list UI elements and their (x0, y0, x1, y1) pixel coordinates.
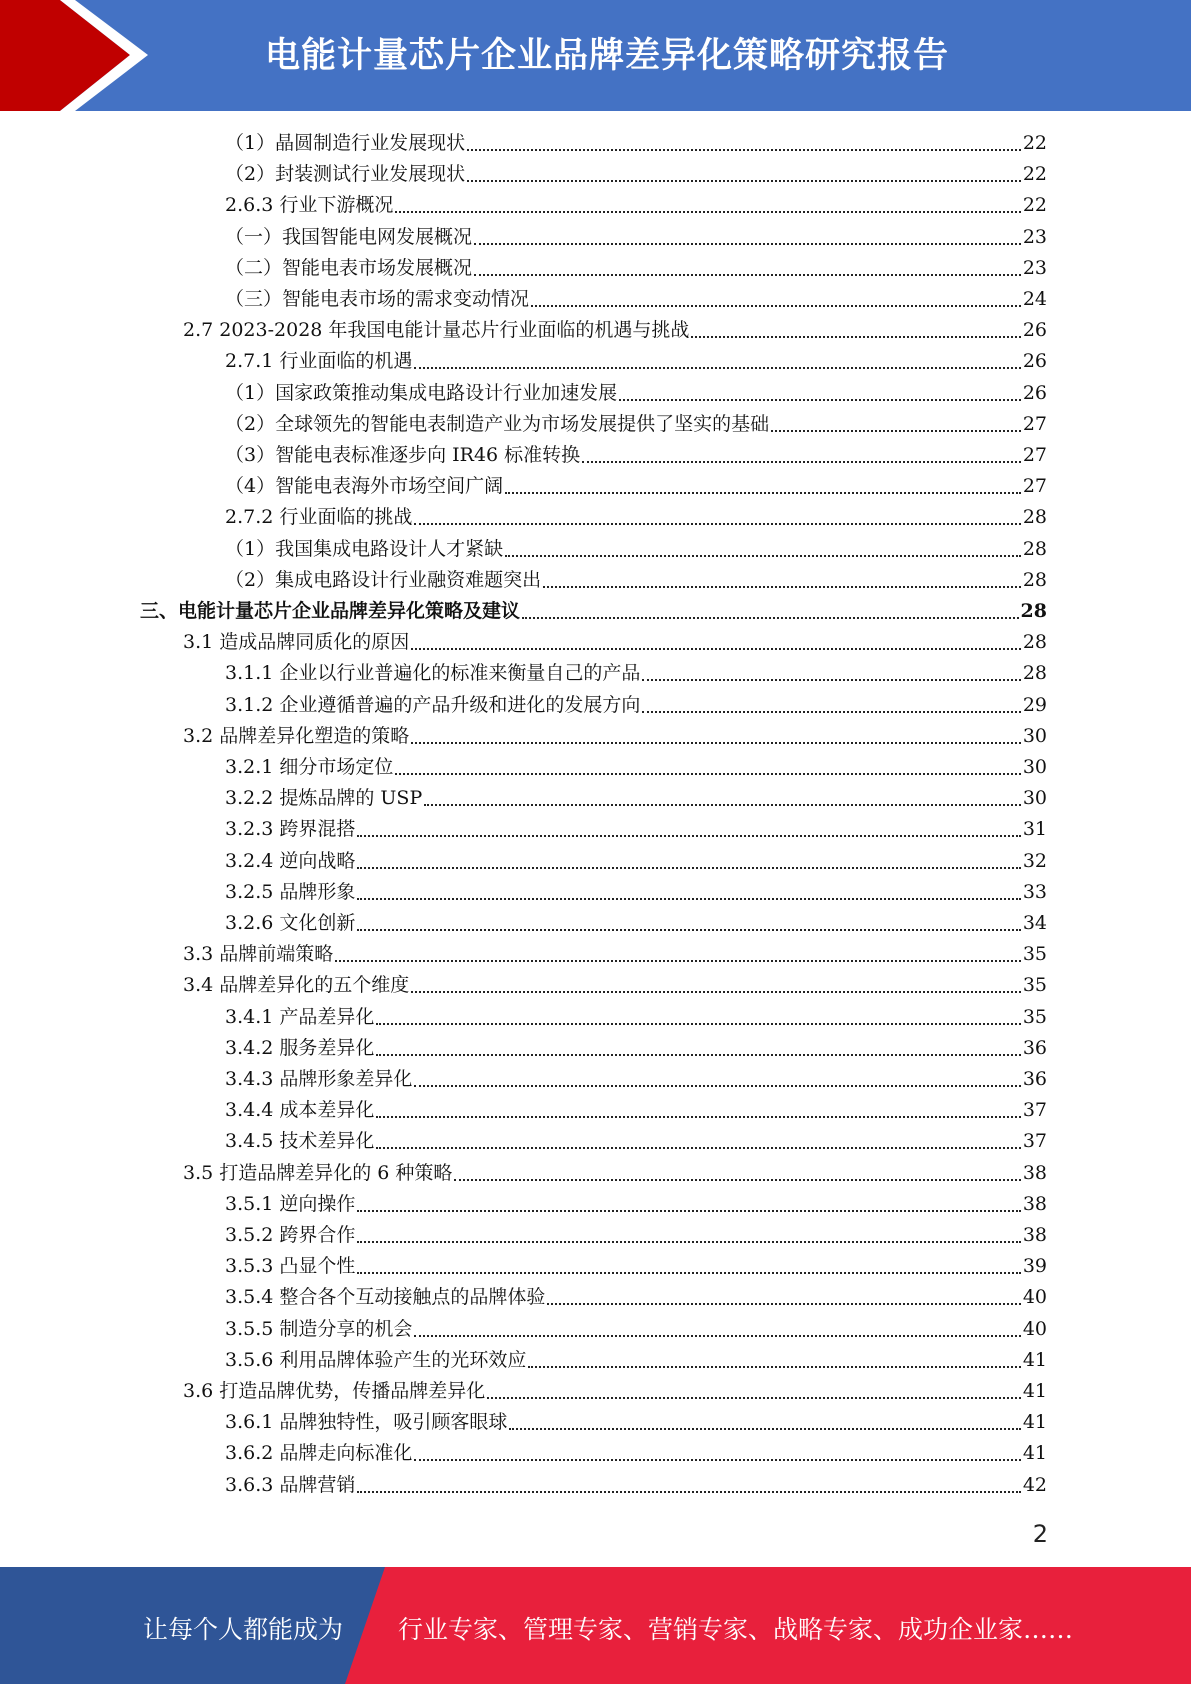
toc-dot-leader (335, 959, 1021, 962)
toc-dot-leader (474, 273, 1021, 276)
toc-entry-page: 28 (1022, 537, 1047, 560)
toc-entry-title: 3.2.1 细分市场定位 (225, 756, 394, 778)
toc-entry[interactable] (183, 721, 1047, 752)
toc-entry-title: 3.5.6 利用品牌体验产生的光环效应 (225, 1348, 527, 1371)
toc-dot-leader (414, 1334, 1020, 1337)
toc-entry[interactable] (225, 1033, 1047, 1064)
toc-entry-page: 38 (1022, 1161, 1047, 1184)
toc-dot-leader (357, 834, 1020, 837)
toc-entry-page: 22 (1022, 132, 1047, 154)
report-title: 电能计量芯片企业品牌差异化策略研究报告 (265, 36, 950, 76)
toc-entry-page: 27 (1022, 412, 1047, 435)
toc-entry-page: 41 (1022, 1411, 1047, 1434)
toc-dot-leader (395, 772, 1020, 775)
toc-entry[interactable] (225, 190, 1047, 221)
toc-entry-page: 41 (1022, 1442, 1047, 1465)
toc-entry-title: 3.4.3 品牌形象差异化 (225, 1068, 413, 1090)
toc-entry-page: 41 (1022, 1348, 1047, 1371)
toc-entry-page: 33 (1022, 880, 1047, 903)
toc-dot-leader (505, 554, 1021, 557)
toc-entry[interactable] (183, 970, 1047, 1001)
toc-entry-title: 3.4.5 技术差异化 (225, 1130, 375, 1153)
toc-entry-page: 26 (1022, 381, 1047, 404)
toc-dot-leader (357, 866, 1020, 869)
toc-dot-leader (522, 616, 1019, 619)
toc-entry[interactable] (225, 814, 1047, 845)
toc-entry-page: 28 (1022, 662, 1047, 685)
toc-entry-page: 32 (1022, 849, 1047, 872)
toc-entry-title: 3.2.6 文化创新 (225, 912, 356, 934)
toc-entry-title: 3.6.1 品牌独特性，吸引顾客眼球 (225, 1411, 508, 1434)
toc-entry-page: 37 (1022, 1099, 1047, 1122)
toc-dot-leader (376, 1053, 1020, 1056)
toc-dot-leader (505, 491, 1021, 494)
toc-entry-title: （一）我国智能电网发展概况 (225, 225, 473, 248)
toc-dot-leader (619, 398, 1021, 401)
toc-entry[interactable] (225, 1126, 1047, 1157)
page-footer (0, 1567, 1191, 1684)
toc-dot-leader (467, 148, 1021, 151)
toc-dot-leader (414, 522, 1020, 525)
toc-dot-leader (547, 1302, 1020, 1305)
toc-entry-page: 36 (1022, 1036, 1047, 1059)
toc-entry-page: 27 (1022, 444, 1047, 466)
toc-entry-page: 24 (1022, 288, 1047, 310)
toc-entry[interactable] (225, 284, 1047, 315)
toc-entry-page: 35 (1022, 1005, 1047, 1028)
toc-entry-page: 40 (1022, 1286, 1047, 1309)
toc-entry-page: 30 (1022, 724, 1047, 747)
toc-entry[interactable] (225, 1407, 1047, 1438)
toc-entry-title: 3.1 造成品牌同质化的原因 (183, 631, 410, 654)
toc-entry-title: 三、电能计量芯片企业品牌差异化策略及建议 (140, 600, 521, 622)
toc-entry-page: 34 (1022, 912, 1047, 934)
toc-entry[interactable] (225, 908, 1047, 939)
page-number: 2 (1032, 1520, 1048, 1548)
toc-dot-leader (474, 242, 1021, 245)
toc-entry[interactable] (225, 846, 1047, 877)
toc-entry[interactable] (225, 378, 1047, 409)
toc-entry-page: 26 (1022, 319, 1047, 342)
toc-entry-page: 36 (1022, 1068, 1047, 1090)
toc-entry-page: 38 (1022, 1224, 1047, 1246)
toc-entry-page: 28 (1020, 600, 1047, 622)
toc-entry-title: 3.2 品牌差异化塑造的策略 (183, 724, 410, 747)
toc-entry-page: 42 (1022, 1473, 1047, 1496)
toc-entry-page: 30 (1022, 756, 1047, 778)
toc-dot-leader (771, 429, 1021, 432)
toc-entry[interactable] (183, 1158, 1047, 1189)
toc-entry-page: 26 (1022, 350, 1047, 373)
toc-dot-leader (414, 366, 1020, 369)
toc-entry[interactable] (225, 1438, 1047, 1469)
toc-entry-title: （1）晶圆制造行业发展现状 (225, 132, 466, 154)
toc-entry-title: 3.6 打造品牌优势，传播品牌差异化 (183, 1380, 486, 1402)
toc-dot-leader (357, 897, 1020, 900)
toc-entry[interactable] (225, 752, 1047, 783)
toc-entry-page: 35 (1022, 943, 1047, 966)
toc-entry-title: 3.2.3 跨界混搭 (225, 818, 356, 841)
toc-entry-page: 27 (1022, 475, 1047, 498)
toc-entry[interactable] (225, 1220, 1047, 1251)
toc-entry[interactable] (225, 690, 1047, 721)
toc-entry-title: （1）国家政策推动集成电路设计行业加速发展 (225, 381, 618, 404)
toc-entry[interactable] (225, 1470, 1047, 1501)
footer-slogan-left: 让每个人都能成为 (143, 1615, 344, 1644)
toc-dot-leader (414, 1458, 1020, 1461)
toc-entry-page: 23 (1022, 256, 1047, 279)
toc-entry-page: 35 (1022, 974, 1047, 997)
toc-entry[interactable] (225, 440, 1047, 471)
toc-entry-title: 3.4 品牌差异化的五个维度 (183, 974, 410, 997)
toc-dot-leader (467, 179, 1021, 182)
toc-entry-page: 22 (1022, 163, 1047, 186)
toc-entry[interactable] (225, 159, 1047, 190)
toc-entry[interactable] (225, 1345, 1047, 1376)
toc-entry-title: 3.5 打造品牌差异化的 6 种策略 (183, 1161, 453, 1184)
toc-entry-title: 3.4.1 产品差异化 (225, 1005, 375, 1028)
toc-entry-title: 3.3 品牌前端策略 (183, 943, 334, 966)
toc-entry[interactable] (225, 1095, 1047, 1126)
toc-entry[interactable] (225, 409, 1047, 440)
toc-entry-title: 3.1.2 企业遵循普遍的产品升级和进化的发展方向 (225, 693, 641, 716)
toc-entry-title: 3.5.4 整合各个互动接触点的品牌体验 (225, 1286, 546, 1309)
toc-entry-title: （1）我国集成电路设计人才紧缺 (225, 537, 504, 560)
toc-entry-page: 40 (1022, 1317, 1047, 1340)
toc-dot-leader (357, 1240, 1020, 1243)
toc-entry[interactable] (225, 128, 1047, 159)
toc-entry-title: （三）智能电表市场的需求变动情况 (225, 288, 530, 310)
toc-entry-title: （2）封装测试行业发展现状 (225, 163, 466, 186)
toc-entry[interactable] (225, 658, 1047, 689)
toc-entry-page: 41 (1022, 1380, 1047, 1402)
toc-entry-title: 3.5.2 跨界合作 (225, 1224, 356, 1246)
toc-entry[interactable] (225, 783, 1047, 814)
toc-entry[interactable] (225, 534, 1047, 565)
toc-entry-page: 28 (1022, 631, 1047, 654)
toc-dot-leader (376, 1022, 1020, 1025)
toc-dot-leader (411, 990, 1021, 993)
toc-entry[interactable] (225, 253, 1047, 284)
toc-dot-leader (642, 678, 1020, 681)
toc-entry-title: 3.2.2 提炼品牌的 USP (225, 787, 423, 810)
toc-dot-leader (509, 1427, 1020, 1430)
toc-entry[interactable] (225, 1314, 1047, 1345)
toc-entry-title: （二）智能电表市场发展概况 (225, 256, 473, 279)
header-arrow-decoration (0, 0, 150, 111)
toc-entry[interactable] (225, 346, 1047, 377)
toc-dot-leader (376, 1146, 1020, 1149)
toc-entry-title: 2.7.2 行业面临的挑战 (225, 506, 413, 529)
toc-entry[interactable] (225, 222, 1047, 253)
toc-entry-page: 29 (1022, 693, 1047, 716)
toc-entry[interactable] (225, 1282, 1047, 1313)
toc-entry-page: 37 (1022, 1130, 1047, 1153)
toc-dot-leader (357, 1209, 1020, 1212)
toc-entry-title: 2.6.3 行业下游概况 (225, 194, 394, 217)
toc-dot-leader (582, 460, 1021, 463)
toc-entry-title: 3.1.1 企业以行业普遍化的标准来衡量自己的产品 (225, 662, 641, 685)
toc-dot-leader (691, 335, 1020, 338)
toc-entry-title: 3.5.3 凸显个性 (225, 1255, 356, 1278)
toc-dot-leader (395, 210, 1020, 213)
toc-entry[interactable] (225, 877, 1047, 908)
toc-dot-leader (528, 1365, 1020, 1368)
footer-slogan-right: 行业专家、管理专家、营销专家、战略专家、成功企业家…… (398, 1615, 1074, 1644)
toc-entry[interactable] (225, 471, 1047, 502)
toc-dot-leader (411, 741, 1021, 744)
toc-entry-title: （2）全球领先的智能电表制造产业为市场发展提供了坚实的基础 (225, 412, 770, 435)
toc-entry-page: 28 (1022, 506, 1047, 529)
toc-entry-title: 3.2.5 品牌形象 (225, 880, 356, 903)
toc-entry-title: 3.6.3 品牌营销 (225, 1473, 356, 1496)
toc-dot-leader (357, 1490, 1020, 1493)
toc-entry[interactable] (183, 315, 1047, 346)
toc-dot-leader (487, 1396, 1021, 1399)
toc-entry-title: （3）智能电表标准逐步向 IR46 标准转换 (225, 444, 581, 466)
toc-entry-title: 2.7 2023-2028 年我国电能计量芯片行业面临的机遇与挑战 (183, 319, 690, 342)
toc-entry[interactable] (225, 565, 1047, 596)
toc-entry[interactable] (225, 1251, 1047, 1282)
toc-entry-title: 2.7.1 行业面临的机遇 (225, 350, 413, 373)
toc-entry-title: 3.4.2 服务差异化 (225, 1036, 375, 1059)
toc-entry-page: 30 (1022, 787, 1047, 810)
toc-entry[interactable] (183, 627, 1047, 658)
toc-dot-leader (642, 710, 1020, 713)
toc-dot-leader (531, 304, 1021, 307)
toc-entry-page: 23 (1022, 225, 1047, 248)
toc-entry-page: 38 (1022, 1192, 1047, 1215)
toc-entry[interactable] (140, 596, 1047, 627)
toc-dot-leader (357, 928, 1020, 931)
toc-dot-leader (357, 1271, 1020, 1274)
toc-entry[interactable] (225, 1002, 1047, 1033)
toc-dot-leader (424, 803, 1021, 806)
toc-entry-title: 3.5.5 制造分享的机会 (225, 1317, 413, 1340)
toc-dot-leader (543, 585, 1021, 588)
toc-entry-title: 3.4.4 成本差异化 (225, 1099, 375, 1122)
toc-entry-title: （4）智能电表海外市场空间广阔 (225, 475, 504, 498)
toc-entry-title: 3.6.2 品牌走向标准化 (225, 1442, 413, 1465)
toc-dot-leader (414, 1084, 1020, 1087)
toc-entry-title: （2）集成电路设计行业融资难题突出 (225, 568, 542, 591)
toc-entry-page: 22 (1022, 194, 1047, 217)
toc-entry-page: 28 (1022, 568, 1047, 591)
toc-entry[interactable] (225, 1189, 1047, 1220)
report-header (0, 0, 1191, 111)
toc-entry-title: 3.2.4 逆向战略 (225, 849, 356, 872)
toc-entry[interactable] (225, 1064, 1047, 1095)
toc-entry-page: 31 (1022, 818, 1047, 841)
toc-entry-page: 39 (1022, 1255, 1047, 1278)
toc-dot-leader (376, 1115, 1020, 1118)
toc-dot-leader (454, 1178, 1020, 1181)
toc-entry[interactable] (225, 502, 1047, 533)
toc-dot-leader (411, 647, 1021, 650)
toc-entry[interactable] (183, 1376, 1047, 1407)
toc-entry-title: 3.5.1 逆向操作 (225, 1192, 356, 1215)
toc-entry[interactable] (183, 939, 1047, 970)
